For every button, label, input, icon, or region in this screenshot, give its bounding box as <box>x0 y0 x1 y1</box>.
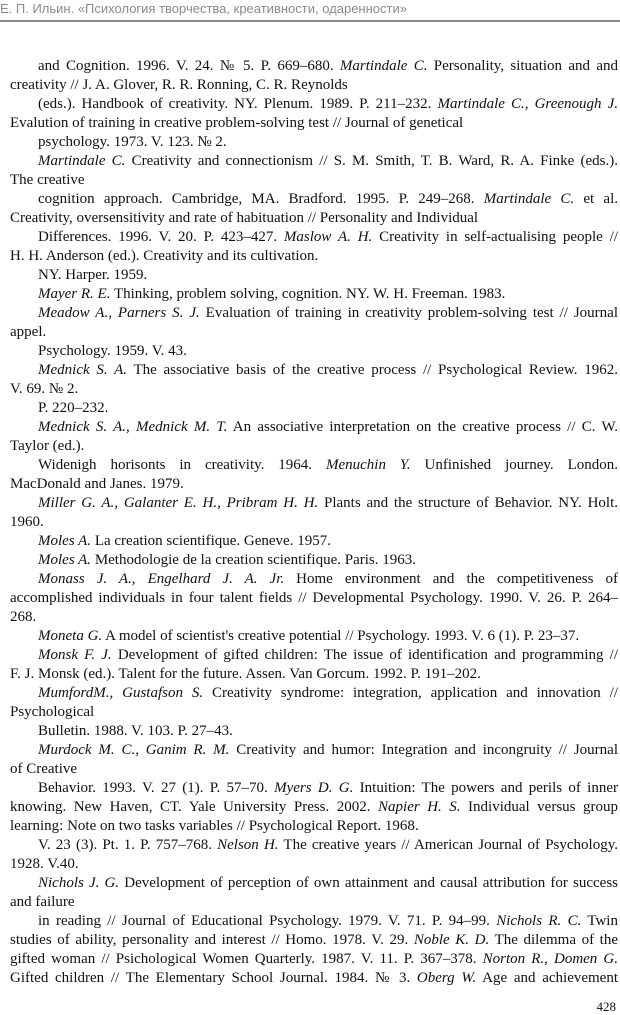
running-header: Е. П. Ильин. «Психология творчества, креативности, одаренности» <box>0 1 407 16</box>
text-line <box>10 304 618 323</box>
citation-text: Differences. 1996. V. 20. P. 423–427. <box>38 229 284 245</box>
citation-text: La creation scientifique. Geneve. 1957. <box>91 533 331 549</box>
text-line <box>10 57 618 76</box>
citation-text: Methodologie de la creation scientifique. Paris. 1963. <box>91 552 416 568</box>
citation-text: Age and achievement <box>476 970 618 986</box>
text-line <box>10 874 618 893</box>
citation-text: Creativity and connectionism // S. M. Smith, T. B. Ward, R. A. Finke (eds.). <box>125 153 618 169</box>
citation-text: et al. <box>574 191 619 207</box>
citation-text: 268. <box>10 609 37 625</box>
text-line <box>10 798 618 817</box>
citation-text: Psychology. 1959. V. 43. <box>38 343 187 359</box>
text-line <box>10 114 618 133</box>
citation-text: 1960. <box>10 514 44 530</box>
citation-text: (eds.). Handbook of creativity. NY. Plenum. 1989. P. 211–232. <box>38 96 438 112</box>
citation-text: Development of gifted children: The issue of identification and programming // <box>111 647 618 663</box>
text-line <box>10 627 618 646</box>
citation-text: V. 23 (3). Pt. 1. P. 757–768. <box>38 837 218 853</box>
author-name: Miller G. A., Galanter E. H., Pribram H. H. <box>38 495 319 511</box>
text-line <box>10 684 618 703</box>
text-line <box>10 722 618 741</box>
text-line <box>10 76 618 95</box>
citation-text: F. J. Monsk (ed.). Talent for the future. Assen. Van Gorcum. 1992. P. 191–202. <box>10 666 481 682</box>
citation-text: An associative interpretation on the creative process // C. W. <box>227 419 618 435</box>
citation-text: Psychological <box>10 704 95 720</box>
author-name: Murdock M. C., Ganim R. M. <box>38 742 230 758</box>
citation-text: H. H. Anderson (ed.). Creativity and its cultivation. <box>10 248 319 264</box>
citation-text: Bulletin. 1988. V. 103. P. 27–43. <box>38 723 233 739</box>
author-name: Moles A. <box>38 533 92 549</box>
citation-text: Development of perception of own attainment and causal attribution for success <box>119 875 618 891</box>
text-line <box>10 190 618 209</box>
text-line <box>10 323 618 342</box>
citation-text: accomplished individuals in four talent fields // Developmental Psychology. 1990. V. 26. P. 264– <box>10 590 618 606</box>
text-line <box>10 760 618 779</box>
citation-text: The creative <box>10 172 85 188</box>
citation-text: of Creative <box>10 761 78 777</box>
text-line <box>10 665 618 684</box>
text-line <box>10 152 618 171</box>
citation-text: Personality, situation and and <box>427 58 618 74</box>
citation-text: A model of scientist's creative potential // Psychology. 1993. V. 6 (1). P. 23–37. <box>102 628 580 644</box>
citation-text: Creativity, oversensitivity and rate of habituation // Personality and Individual <box>10 210 479 226</box>
citation-text: Creativity and humor: Integration and incongruity // Journal <box>229 742 618 758</box>
text-line <box>10 247 618 266</box>
text-line <box>10 551 618 570</box>
text-line <box>10 836 618 855</box>
text-line <box>10 380 618 399</box>
author-name: Nichols J. G. <box>38 875 120 891</box>
citation-text: Widenigh horisonts in creativity. 1964. <box>38 457 326 473</box>
text-line <box>10 228 618 247</box>
text-line <box>10 361 618 380</box>
text-line <box>10 475 618 494</box>
text-line <box>10 570 618 589</box>
text-line <box>10 703 618 722</box>
text-line <box>10 532 618 551</box>
text-line <box>10 855 618 874</box>
author-name: Menuchin Y. <box>325 457 411 473</box>
citation-text: Creativity syndrome: integration, application and innovation // <box>203 685 618 701</box>
text-line <box>10 741 618 760</box>
citation-text: 1928. V.40. <box>10 856 79 872</box>
citation-text: The dilemma of the <box>489 932 619 948</box>
citation-text: Unfinished journey. London. <box>410 457 618 473</box>
text-line <box>10 589 618 608</box>
text-line <box>10 912 618 931</box>
citation-text: The associative basis of the creative process // Psychological Review. 1962. <box>127 362 618 378</box>
author-name: Myers D. G. <box>274 780 354 796</box>
author-name: Mayer R. E. <box>38 286 111 302</box>
text-line <box>10 285 618 304</box>
citation-text: knowing. New Haven, CT. Yale University Press. 2002. <box>10 799 379 815</box>
citation-text: creativity // J. A. Glover, R. R. Ronning, C. R. Reynolds <box>10 77 348 93</box>
citation-text: The creative years // American Journal of Psychology. <box>278 837 618 853</box>
citation-text: appel. <box>10 324 47 340</box>
citation-text: Creativity in self-actualising people // <box>372 229 618 245</box>
citation-text: Intuition: The powers and perils of inner <box>353 780 618 796</box>
text-line <box>10 437 618 456</box>
citation-text: Gifted children // The Elementary School Journal. 1984. № 3. <box>10 970 417 986</box>
citation-text: MacDonald and Janes. 1979. <box>10 476 184 492</box>
citation-text: Individual versus group <box>460 799 619 815</box>
text-line <box>10 608 618 627</box>
citation-text: Plants and the structure of Behavior. NY. Holt. <box>318 495 618 511</box>
text-line <box>10 779 618 798</box>
citation-text: V. 69. № 2. <box>10 381 79 397</box>
author-name: Moneta G. <box>38 628 103 644</box>
text-line <box>10 95 618 114</box>
text-line <box>10 817 618 836</box>
text-line <box>10 209 618 228</box>
text-line <box>10 950 618 969</box>
text-line <box>10 931 618 950</box>
author-name: Maslow A. H. <box>283 229 373 245</box>
text-line <box>10 513 618 532</box>
text-line <box>10 133 618 152</box>
author-name: Mednick S. A., Mednick M. T. <box>38 419 228 435</box>
author-name: Martindale C. <box>483 191 575 207</box>
citation-text: and failure <box>10 894 75 910</box>
author-name: Moles A. <box>38 552 92 568</box>
author-name: Oberg W. <box>416 970 477 986</box>
text-line <box>10 171 618 190</box>
author-name: Monsk F. J. <box>38 647 112 663</box>
author-name: Martindale C., Greenough J. <box>437 96 618 112</box>
citation-text: and Cognition. 1996. V. 24. № 5. P. 669–680. <box>38 58 340 74</box>
text-line <box>10 494 618 513</box>
citation-text: Evalution of training in creative problem-solving test // Journal of genetical <box>10 115 464 131</box>
text-line <box>10 418 618 437</box>
citation-text: Home environment and the competitiveness of <box>284 571 618 587</box>
author-name: Monass J. A., Engelhard J. A. Jr. <box>38 571 285 587</box>
citation-text: learning: Note on two tasks variables // Psychological Report. 1968. <box>10 818 419 834</box>
text-line <box>10 266 618 285</box>
page-number: 428 <box>596 999 616 1014</box>
text-line <box>10 646 618 665</box>
author-name: Nichols R. C. <box>496 913 582 929</box>
citation-text: Twin <box>581 913 618 929</box>
citation-text: Evaluation of training in creativity problem-solving test // Journal <box>199 305 618 321</box>
text-line <box>10 342 618 361</box>
author-name: Mednick S. A. <box>38 362 127 378</box>
author-name: Meadow A., Parners S. J. <box>38 305 200 321</box>
citation-text: in reading // Journal of Educational Psychology. 1979. V. 71. P. 94–99. <box>38 913 497 929</box>
citation-text: psychology. 1973. V. 123. № 2. <box>38 134 227 150</box>
citation-text: P. 220–232. <box>38 400 109 416</box>
author-name: Martindale C. <box>339 58 428 74</box>
citation-text: Thinking, problem solving, cognition. NY. W. H. Freeman. 1983. <box>110 286 506 302</box>
citation-text: studies of ability, personality and interest // Homo. 1978. V. 29. <box>10 932 414 948</box>
header-divider <box>0 20 620 22</box>
citation-text: NY. Harper. 1959. <box>38 267 148 283</box>
text-line <box>10 893 618 912</box>
text-line <box>10 456 618 475</box>
author-name: MumfordM., Gustafson S. <box>38 685 204 701</box>
author-name: Martindale C. <box>38 153 126 169</box>
author-name: Norton R., Domen G. <box>482 951 618 967</box>
citation-text: Taylor (ed.). <box>10 438 85 454</box>
reference-list <box>10 57 618 988</box>
text-line <box>10 969 618 988</box>
text-line <box>10 399 618 418</box>
author-name: Napier H. S. <box>378 799 461 815</box>
citation-text: gifted woman // Psichological Women Quarterly. 1987. V. 11. P. 367–378. <box>10 951 483 967</box>
citation-text: Behavior. 1993. V. 27 (1). P. 57–70. <box>38 780 275 796</box>
citation-text: cognition approach. Cambridge, MA. Bradford. 1995. P. 249–268. <box>38 191 484 207</box>
author-name: Nelson H. <box>217 837 279 853</box>
author-name: Noble K. D. <box>413 932 490 948</box>
